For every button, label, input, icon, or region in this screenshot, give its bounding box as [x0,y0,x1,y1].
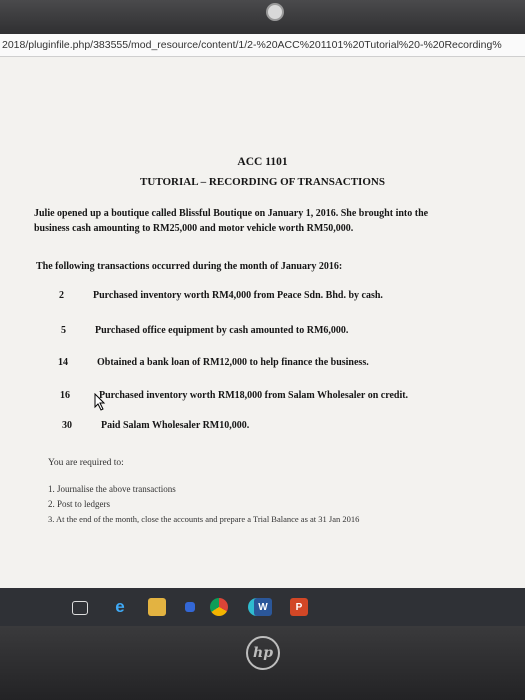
transactions-heading: The following transactions occurred during the month of January 2016: [36,261,343,272]
address-bar[interactable]: 2018/pluginfile.php/383555/mod_resource/content/1/2-%20ACC%201101%20Tutorial%20-%20Recording% [0,34,525,57]
transaction-text: Purchased inventory worth RM4,000 from Peace Sdn. Bhd. by cash. [93,290,383,301]
file-explorer-icon[interactable] [148,598,166,616]
required-heading: You are required to: [48,458,124,468]
intro-line-1: Julie opened up a boutique called Blissful Boutique on January 1, 2016. She brought into the [34,208,429,219]
word-icon[interactable]: W [254,598,272,616]
requirement-item: 3. At the end of the month, close the accounts and prepare a Trial Balance as at 31 Jan 2016 [48,514,360,524]
transaction-day: 16 [60,390,70,401]
transaction-day: 2 [59,290,64,301]
course-code: ACC 1101 [237,156,288,168]
transaction-text: Purchased inventory worth RM18,000 from Salam Wholesaler on credit. [99,390,409,401]
pdf-document [0,56,525,596]
intro-line-2: business cash amounting to RM25,000 and motor vehicle worth RM50,000. [34,223,354,234]
mouse-cursor-icon [94,393,106,411]
edge-icon[interactable]: e [115,597,125,616]
store-icon[interactable] [185,602,195,612]
transaction-text: Paid Salam Wholesaler RM10,000. [101,420,250,431]
task-view-icon[interactable] [72,601,88,615]
laptop-bezel-top [0,0,525,36]
requirement-item: 2. Post to ledgers [48,499,110,509]
intro-paragraph [34,206,428,236]
transaction-day: 14 [58,357,68,368]
tutorial-title: TUTORIAL – RECORDING OF TRANSACTIONS [140,176,385,188]
transaction-text: Purchased office equipment by cash amounted to RM6,000. [95,325,349,336]
powerpoint-icon[interactable]: P [290,598,308,616]
transaction-text: Obtained a bank loan of RM12,000 to help finance the business. [97,357,369,368]
transaction-day: 5 [61,325,66,336]
hp-logo: hp [246,636,280,670]
chrome-icon[interactable] [210,598,228,616]
requirement-item: 1. Journalise the above transactions [48,484,176,494]
transaction-day: 30 [62,420,72,431]
webcam [266,3,284,21]
